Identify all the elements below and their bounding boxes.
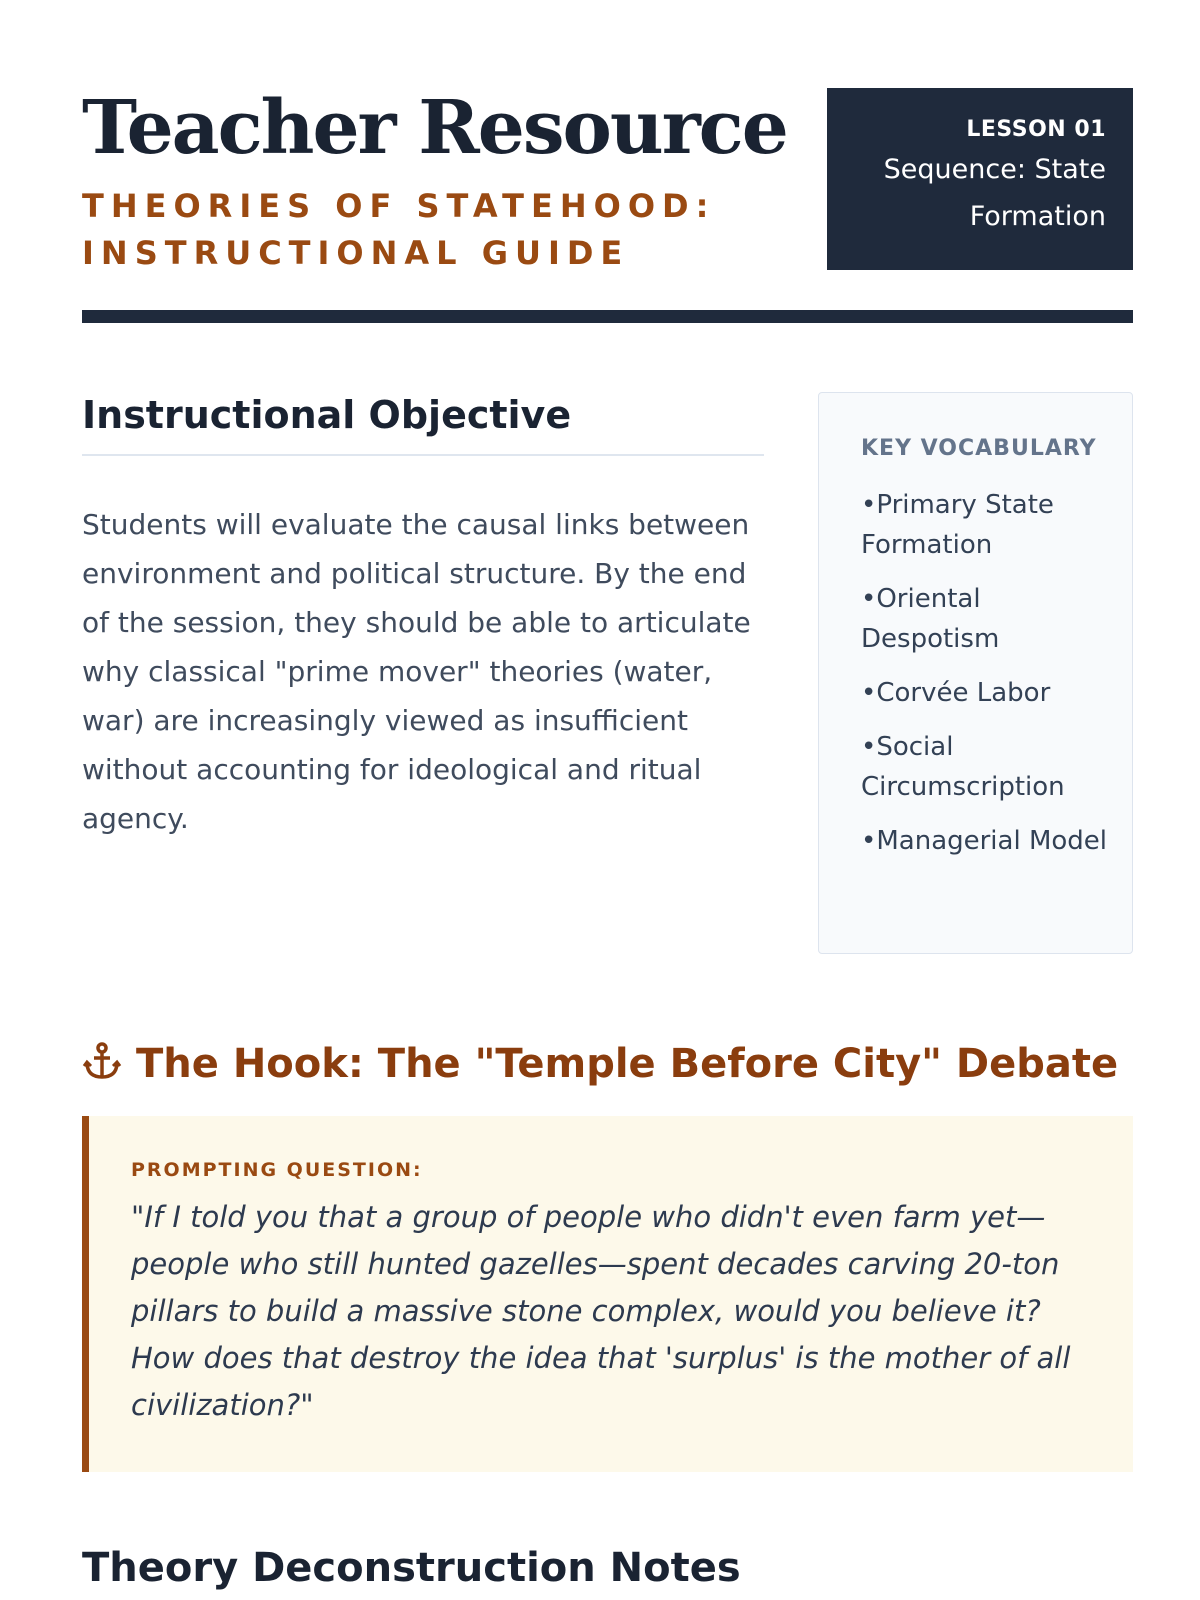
lesson-sequence: Sequence: State Formation <box>883 154 1106 232</box>
page-header <box>82 85 1133 324</box>
lesson-number: LESSON 01 <box>966 117 1106 142</box>
vocabulary-item: • Social Circumscription <box>861 727 1112 807</box>
prompting-question-label: PROMPTING QUESTION: <box>131 1159 423 1181</box>
anchor-icon <box>82 1041 122 1081</box>
page-title: Teacher Resource <box>82 85 787 171</box>
prompting-question-quote: "If I told you that a group of people who didn't even farm yet—people who still hunted gazelles—spent decades carving 20-ton pillars to build a massive stone complex, would you believe it? How does that destroy the idea that 'surplus' is the mother of all civilization?" <box>131 1200 1071 1422</box>
header-divider <box>82 310 1133 323</box>
objective-heading: Instructional Objective <box>82 390 764 456</box>
vocabulary-heading: KEY VOCABULARY <box>861 436 1097 461</box>
deconstruction-heading: Theory Deconstruction Notes <box>82 1545 741 1591</box>
vocabulary-item: • Managerial Model <box>861 821 1112 861</box>
hook-heading-text: The Hook: The "Temple Before City" Debate <box>136 1041 1119 1087</box>
vocabulary-list <box>861 485 1112 861</box>
hook-callout <box>82 1116 1133 1472</box>
vocabulary-item: • Oriental Despotism <box>861 579 1112 659</box>
objective-text: Students will evaluate the causal links between environment and political structure. By the end of the session, they should be able to articulate why classical "prime mover" theories (water, war) are increasingly viewed as insufficient without accounting for ideological and ritual agency. <box>82 508 751 835</box>
page-subtitle: THEORIES OF STATEHOOD: INSTRUCTIONAL GUIDE <box>82 187 716 272</box>
vocabulary-item: • Corvée Labor <box>861 673 1112 713</box>
hook-heading <box>82 1036 1118 1092</box>
lesson-badge <box>827 88 1133 270</box>
page <box>82 0 1133 1600</box>
vocabulary-panel <box>818 392 1133 954</box>
vocabulary-item: • Primary State Formation <box>861 485 1112 565</box>
objective-section <box>82 390 764 843</box>
